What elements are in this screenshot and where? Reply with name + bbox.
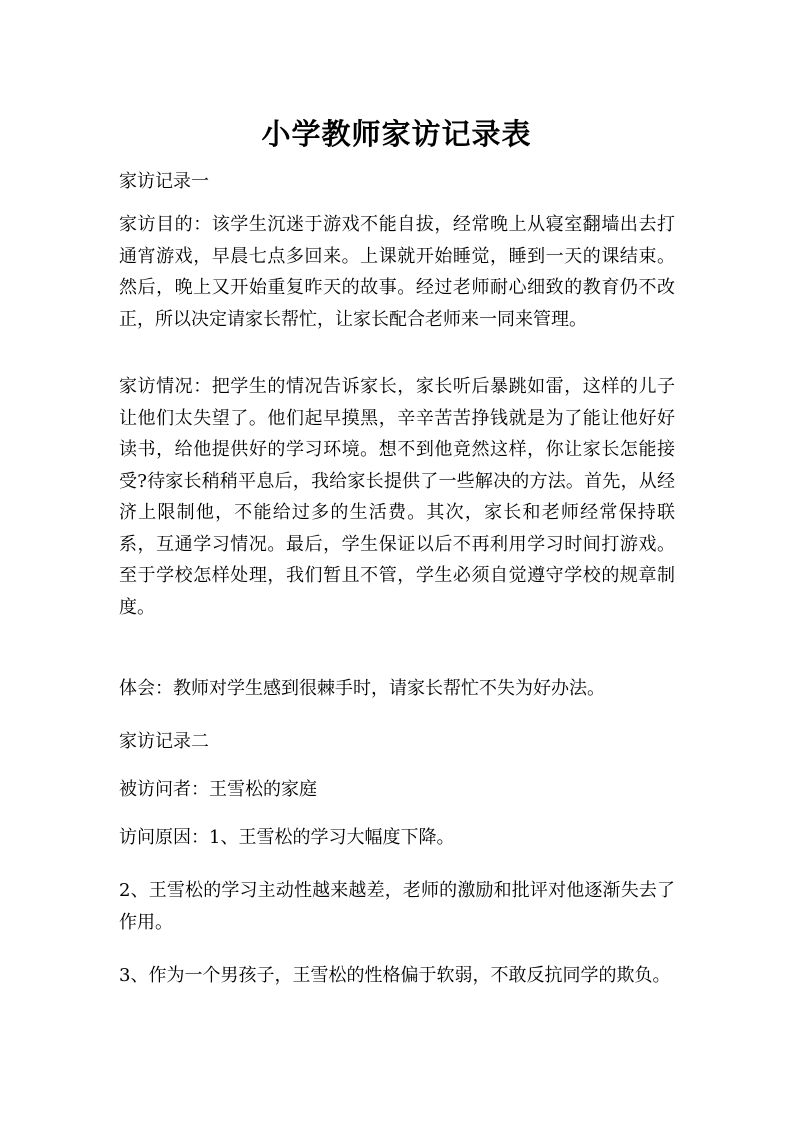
paragraph-reflection: 体会：教师对学生感到很棘手时，请家长帮忙不失为好办法。 [119,678,605,699]
document-title: 小学教师家访记录表 [261,117,532,152]
section-heading-record-2: 家访记录二 [119,731,209,752]
paragraph-interviewee: 被访问者：王雪松的家庭 [119,779,317,800]
paragraph-visit-reason-3: 3、作为一个男孩子，王雪松的性格偏于软弱，不敢反抗同学的欺负。 [119,965,671,986]
paragraph-visit-reason-1: 访问原因：1、王雪松的学习大幅度下降。 [119,827,455,848]
paragraph-visit-reason-2: 2、王雪松的学习主动性越来越差，老师的激励和批评对他逐渐失去了作用。 [119,880,675,933]
paragraph-visit-situation: 家访情况：把学生的情况告诉家长，家长听后暴跳如雷，这样的儿子让他们太失望了。他们起早摸黑，辛辛苦苦挣钱就是为了能让他好好读书，给他提供好的学习环境。想不到他竟然这样，你让家长怎能接受?待家长稍稍平息后，我给家长提供了一些解决的方法。首先，从经济上限制他，不能给过多的生活费。其次，家长和老师经常保持联系，互通学习情况。最后，学生保证以后不再利用学习时间打游戏。至于学校怎样处理，我们暂且不管，学生必须自觉遵守学校的规章制度。 [119,376,675,618]
paragraph-visit-purpose: 家访目的：该学生沉迷于游戏不能自拔，经常晚上从寝室翻墙出去打通宵游戏，早晨七点多回来。上课就开始睡觉，睡到一天的课结束。然后，晚上又开始重复昨天的故事。经过老师耐心细致的教育仍不改正，所以决定请家长帮忙，让家长配合老师来一同来管理。 [119,214,675,330]
section-heading-record-1: 家访记录一 [119,171,209,192]
